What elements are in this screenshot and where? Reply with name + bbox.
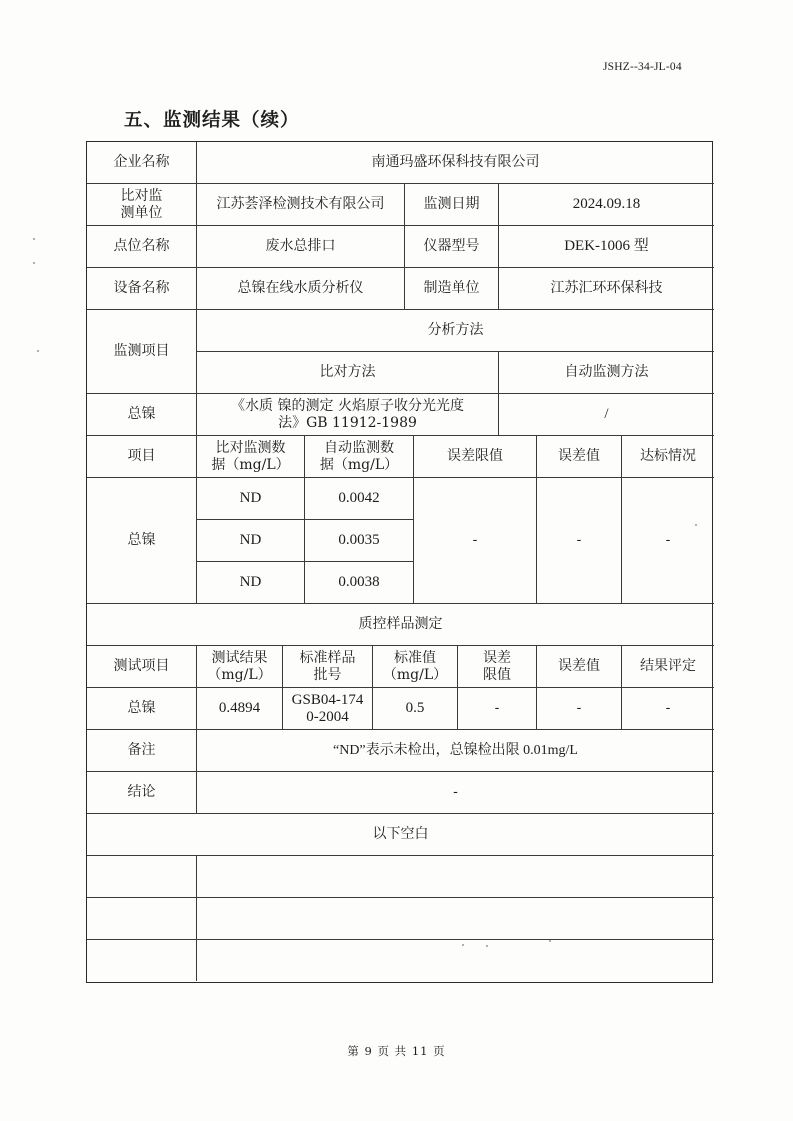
results-compare-value: ND [197, 562, 305, 604]
results-error-limit: - [414, 478, 537, 604]
qc-header-result: 测试结果 （mg/L） [197, 646, 283, 688]
empty-cell [197, 856, 714, 898]
document-id: JSHZ--34-JL-04 [603, 61, 682, 73]
scan-speck [37, 350, 39, 352]
analysis-method-label: 分析方法 [197, 310, 714, 352]
remarks-label: 备注 [87, 730, 197, 772]
date-label: 监测日期 [405, 184, 499, 226]
monitoring-results-table [86, 141, 713, 983]
model-value: DEK-1006 型 [499, 226, 714, 268]
qc-evaluation: - [622, 688, 714, 730]
company-value: 南通玛盛环保科技有限公司 [197, 142, 714, 184]
qc-item: 总镍 [87, 688, 197, 730]
auto-method-label: 自动监测方法 [499, 352, 714, 394]
scan-speck [486, 945, 488, 947]
results-compliance: - [622, 478, 714, 604]
qc-error-value: - [537, 688, 622, 730]
compare-method-label: 比对方法 [197, 352, 499, 394]
qc-error-limit: - [458, 688, 537, 730]
conclusion-value: - [197, 772, 714, 814]
device-value: 总镍在线水质分析仪 [197, 268, 405, 310]
results-header-compare: 比对监测数 据（mg/L） [197, 436, 305, 478]
qc-header-batch: 标准样品 批号 [283, 646, 373, 688]
results-auto-value: 0.0042 [305, 478, 414, 520]
scan-speck [33, 262, 35, 264]
qc-result: 0.4894 [197, 688, 283, 730]
results-header-error-limit: 误差限值 [414, 436, 537, 478]
maker-value: 江苏汇环环保科技 [499, 268, 714, 310]
auto-method-value: / [499, 394, 714, 436]
blank-note: 以下空白 [87, 814, 714, 856]
conclusion-label: 结论 [87, 772, 197, 814]
monitoring-item-label: 监测项目 [87, 310, 197, 394]
unit-label: 比对监 测单位 [87, 184, 197, 226]
maker-label: 制造单位 [405, 268, 499, 310]
company-label: 企业名称 [87, 142, 197, 184]
scan-speck [33, 238, 35, 240]
results-header-item: 项目 [87, 436, 197, 478]
method-item: 总镍 [87, 394, 197, 436]
date-value: 2024.09.18 [499, 184, 714, 226]
results-compare-value: ND [197, 520, 305, 562]
empty-cell [87, 898, 197, 940]
results-header-error-value: 误差值 [537, 436, 622, 478]
qc-header-standard: 标准值 （mg/L） [373, 646, 458, 688]
scan-speck [462, 944, 464, 946]
qc-header-evaluation: 结果评定 [622, 646, 714, 688]
qc-batch: GSB04-174 0-2004 [283, 688, 373, 730]
qc-standard: 0.5 [373, 688, 458, 730]
qc-title: 质控样品测定 [87, 604, 714, 646]
unit-value: 江苏荟泽检测技术有限公司 [197, 184, 405, 226]
remarks-value: “ND”表示未检出，总镍检出限 0.01mg/L [197, 730, 714, 772]
empty-cell [87, 856, 197, 898]
empty-cell [87, 940, 197, 981]
qc-header-item: 测试项目 [87, 646, 197, 688]
compare-method-value: 《水质 镍的测定 火焰原子收分光光度 法》GB 11912-1989 [197, 394, 499, 436]
qc-header-error-value: 误差值 [537, 646, 622, 688]
scan-speck [549, 940, 551, 942]
scan-speck [695, 524, 697, 526]
results-header-auto: 自动监测数 据（mg/L） [305, 436, 414, 478]
results-auto-value: 0.0035 [305, 520, 414, 562]
section-heading: 五、监测结果（续） [124, 110, 300, 131]
page-footer: 第 9 页 共 11 页 [347, 1044, 446, 1058]
site-value: 废水总排口 [197, 226, 405, 268]
results-item: 总镍 [87, 478, 197, 604]
results-auto-value: 0.0038 [305, 562, 414, 604]
device-label: 设备名称 [87, 268, 197, 310]
model-label: 仪器型号 [405, 226, 499, 268]
results-error-value: - [537, 478, 622, 604]
empty-cell [197, 940, 714, 981]
site-label: 点位名称 [87, 226, 197, 268]
results-header-compliance: 达标情况 [622, 436, 714, 478]
empty-cell [197, 898, 714, 940]
qc-header-error-limit: 误差 限值 [458, 646, 537, 688]
results-compare-value: ND [197, 478, 305, 520]
